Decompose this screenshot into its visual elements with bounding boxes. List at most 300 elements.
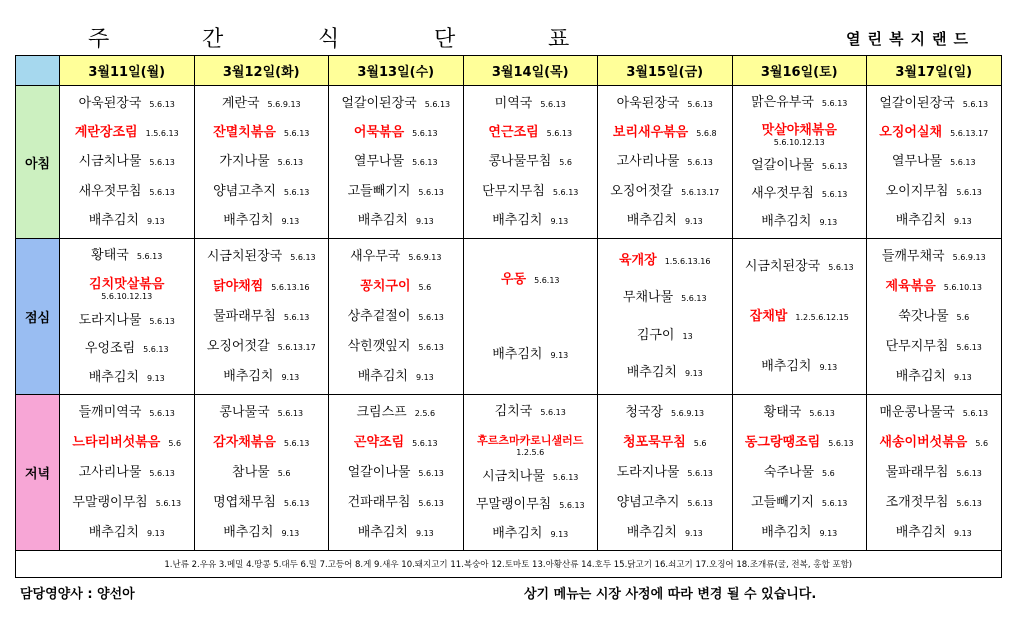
allergen-codes: 5.6.13 (136, 252, 163, 262)
dish-item (867, 153, 1001, 170)
title-char: 표 (548, 27, 570, 52)
menu-cell (463, 239, 598, 395)
menu-cell (194, 239, 329, 395)
allergen-codes: 5.6.13 (424, 99, 451, 109)
allergen-codes: 9.13 (550, 217, 569, 227)
dish-item (60, 247, 194, 264)
dish-item (195, 124, 329, 141)
allergen-codes: 5.6.13 (418, 469, 444, 478)
dish-name: 우동 (500, 271, 527, 287)
dish-item (733, 358, 867, 375)
dish-name: 청국장 (625, 405, 664, 420)
allergen-codes: 5.6.10.12.13 (773, 137, 825, 147)
allergen-codes: 5.6.13 (956, 343, 982, 352)
dish-item (464, 468, 598, 485)
dish-item (60, 404, 194, 421)
dish-name: 오징어젓갈 (610, 183, 674, 199)
dish-name: 김치맛살볶음 (89, 276, 165, 292)
dish-item (733, 185, 867, 202)
dish-name: 배추김치 (492, 346, 543, 362)
allergen-codes: 5.6.13 (956, 499, 982, 508)
allergen-codes: 5.6.13 (283, 439, 310, 448)
dish-name: 시금치나물 (482, 468, 545, 484)
dish-name: 크림스프 (356, 405, 407, 420)
meal-row (16, 395, 1002, 551)
menu-cell (598, 239, 733, 395)
dish-name: 얼갈이된장국 (879, 95, 955, 111)
allergen-codes: 5.6.9.13 (952, 253, 986, 262)
dish-name: 배추김치 (626, 213, 677, 229)
menu-cell (329, 395, 464, 551)
dish-name: 배추김치 (492, 213, 543, 229)
dish-item (598, 289, 732, 306)
day-header: 3월12일(화) (194, 56, 329, 86)
dish-name: 아욱된장국 (616, 95, 680, 111)
dish-name: 계란장조림 (74, 125, 138, 141)
meal-label: 저녁 (16, 395, 60, 551)
allergen-codes: 5.6 (693, 439, 707, 448)
allergen-codes: 5.6.13 (283, 313, 310, 322)
dietitian-name: 담당영양사 : 양선아 (20, 587, 135, 602)
menu-cell (60, 86, 195, 239)
meal-label: 아침 (16, 86, 60, 239)
menu-cell (60, 395, 195, 551)
allergen-codes: 9.13 (684, 217, 703, 227)
dish-name: 배추김치 (895, 213, 946, 229)
dish-name: 새우젓무침 (78, 183, 142, 199)
allergen-codes: 5.6.13.17 (950, 129, 989, 139)
dish-item (867, 308, 1001, 325)
dish-item (733, 258, 867, 275)
dish-name: 배추김치 (357, 525, 408, 540)
dish-name: 콩나물무침 (488, 154, 552, 170)
dish-item (867, 434, 1001, 451)
dish-name: 새송이버섯볶음 (879, 435, 968, 450)
day-header: 3월11일(월) (60, 56, 195, 86)
allergen-codes: 5.6.13 (277, 158, 304, 168)
dish-name: 들깨미역국 (78, 405, 142, 420)
dish-name: 열무나물 (353, 154, 405, 170)
dish-item (195, 524, 329, 541)
dish-name: 고들빼기지 (347, 183, 411, 199)
dish-item (329, 212, 463, 229)
dish-item (195, 338, 329, 355)
dish-name: 느타리버섯볶음 (72, 435, 161, 450)
dish-name: 오이지무침 (885, 183, 949, 199)
dish-name: 명엽채무침 (213, 495, 276, 510)
allergen-codes: 5.6.13 (149, 316, 175, 326)
dish-item (195, 494, 329, 511)
dish-name: 배추김치 (761, 525, 812, 540)
dish-name: 육개장 (619, 252, 657, 268)
allergen-codes: 5.6 (418, 283, 432, 292)
allergen-codes: 2.5.6 (414, 409, 436, 418)
dish-item (867, 338, 1001, 355)
allergen-codes: 5.6.13.16 (271, 283, 310, 292)
dish-name: 조개젓무침 (885, 495, 949, 510)
allergen-codes: 5.6.13 (412, 439, 438, 448)
dish-name: 배추김치 (626, 525, 677, 540)
dish-item (733, 157, 867, 174)
dish-name: 삭힌깻잎지 (347, 339, 411, 354)
dish-item (60, 153, 194, 170)
allergen-codes: 5.6 (559, 158, 573, 168)
dish-item (329, 95, 463, 112)
allergen-codes: 5.6.13.17 (277, 343, 316, 352)
dish-item (733, 404, 867, 421)
dish-name: 제육볶음 (885, 279, 936, 294)
dish-name: 콩나물국 (219, 405, 270, 420)
dish-name: 배추김치 (357, 369, 408, 384)
menu-cell (463, 395, 598, 551)
dish-name: 시금치된장국 (744, 259, 821, 274)
allergen-codes: 1.2.5.6 (516, 447, 545, 457)
menu-cell (194, 86, 329, 239)
dish-item (598, 327, 732, 344)
allergen-codes: 5.6.13 (828, 439, 854, 448)
allergen-codes: 9.13 (281, 529, 300, 538)
dish-item (195, 308, 329, 325)
day-header-row (16, 56, 1002, 86)
dish-item (464, 432, 598, 457)
dish-item (195, 248, 329, 265)
dish-name: 단무지무침 (885, 339, 949, 354)
title-char: 식 (318, 27, 340, 52)
dish-item (598, 524, 732, 541)
dish-name: 도라지나물 (78, 312, 142, 328)
dish-name: 김치국 (494, 404, 533, 420)
dish-name: 맑은유부국 (751, 94, 814, 110)
dish-name: 계란국 (221, 95, 260, 111)
dish-item (60, 312, 194, 329)
allergen-codes: 5.6.13 (546, 129, 573, 139)
dish-item (867, 212, 1001, 229)
dish-item (195, 95, 329, 112)
dish-name: 황태국 (91, 248, 129, 264)
dish-item (329, 338, 463, 355)
dish-name: 배추김치 (895, 525, 946, 540)
dish-item (60, 183, 194, 200)
menu-change-notice: 상기 메뉴는 시장 사정에 따라 변경 될 수 있습니다. (524, 587, 817, 602)
dish-name: 배추김치 (492, 525, 543, 541)
dish-item (867, 368, 1001, 385)
allergen-codes: 9.13 (146, 217, 165, 227)
dish-item (867, 124, 1001, 141)
allergen-codes: 5.6.10.13 (943, 283, 982, 292)
allergen-codes: 9.13 (146, 373, 165, 383)
dish-name: 꽁치구이 (360, 279, 411, 294)
dish-item (60, 276, 194, 301)
allergen-codes: 9.13 (953, 529, 972, 538)
menu-cell (732, 239, 867, 395)
dish-item (598, 212, 732, 229)
dish-name: 배추김치 (895, 369, 946, 384)
allergen-codes: 5.6.13 (283, 187, 310, 197)
dish-item (329, 494, 463, 511)
dish-name: 건파래무침 (347, 495, 411, 510)
dish-name: 동그랑땡조림 (744, 435, 821, 450)
dish-item (464, 212, 598, 229)
dish-item (733, 524, 867, 541)
dish-name: 도라지나물 (616, 465, 680, 480)
dish-item (464, 346, 598, 363)
header-corner (16, 56, 60, 86)
dish-item (464, 271, 598, 288)
day-header: 3월16일(토) (732, 56, 867, 86)
dish-item (329, 524, 463, 541)
dish-name: 양념고추지 (213, 183, 276, 199)
dish-item (867, 404, 1001, 421)
dish-name: 보리새우볶음 (612, 125, 689, 141)
dish-item (195, 153, 329, 170)
allergen-codes: 5.6.13 (809, 409, 835, 418)
dish-name: 배추김치 (626, 365, 677, 381)
dish-name: 무채나물 (622, 290, 674, 306)
title-char: 단 (434, 27, 456, 52)
dish-name: 곤약조림 (353, 435, 405, 450)
dish-name: 가지나물 (219, 154, 270, 170)
allergen-codes: 5.6.13 (149, 409, 175, 418)
allergen-codes: 5.6.13 (687, 469, 713, 478)
allergen-codes: 5.6.13 (149, 469, 175, 478)
dish-item (329, 248, 463, 265)
dish-name: 미역국 (494, 95, 533, 111)
allergen-codes: 9.13 (953, 217, 972, 227)
dish-name: 얼갈이나물 (751, 158, 814, 174)
menu-cell (463, 86, 598, 239)
dish-name: 고사리나물 (78, 465, 142, 480)
dish-name: 아욱된장국 (78, 95, 142, 111)
allergen-codes: 9.13 (146, 529, 165, 538)
allergen-codes: 5.6.9.13 (408, 253, 442, 262)
dish-item (867, 464, 1001, 481)
allergen-codes: 5.6.13 (821, 98, 848, 108)
day-header: 3월15일(금) (598, 56, 733, 86)
dish-item (329, 368, 463, 385)
menu-cell (194, 395, 329, 551)
day-header: 3월13일(수) (329, 56, 464, 86)
allergen-codes: 5.6.13 (149, 99, 175, 109)
allergen-codes: 5.6.13 (290, 253, 316, 262)
dish-item (464, 403, 598, 420)
allergen-codes: 5.6.13 (418, 343, 444, 352)
allergen-codes: 5.6.10.12.13 (101, 291, 153, 301)
dish-name: 오징어실채 (879, 125, 943, 141)
dish-item (867, 524, 1001, 541)
dish-item (733, 464, 867, 481)
allergen-codes: 5.6.13 (418, 313, 444, 322)
dish-name: 배추김치 (761, 359, 812, 374)
organization-name: 열린복지랜드 (846, 30, 975, 48)
dish-item (329, 434, 463, 451)
allergen-codes: 5.6.13 (687, 499, 713, 508)
menu-cell (329, 86, 464, 239)
allergen-codes: 5.6.9.13 (671, 409, 705, 418)
dish-item (195, 278, 329, 295)
dish-name: 오징어젓갈 (206, 339, 270, 354)
allergen-codes: 5.6.13 (962, 99, 989, 109)
dish-name: 상추겉절이 (347, 309, 411, 324)
allergen-codes: 5.6.13 (821, 499, 848, 508)
allergen-codes: 5.6.13 (412, 129, 438, 139)
dish-name: 쑥갓나물 (898, 309, 949, 324)
title-char: 간 (202, 27, 224, 52)
allergen-codes: 9.13 (819, 218, 838, 228)
allergen-codes: 5.6.13 (552, 187, 579, 197)
dish-item (195, 434, 329, 451)
menu-cell (598, 86, 733, 239)
allergen-codes: 5.6.13 (956, 187, 982, 197)
dish-name: 잔멸치볶음 (213, 125, 276, 141)
dish-name: 고사리나물 (616, 154, 680, 170)
dish-name: 연근조림 (488, 125, 539, 141)
weekly-menu-table (15, 55, 1002, 578)
day-header: 3월14일(목) (463, 56, 598, 86)
dish-item (329, 153, 463, 170)
dish-name: 배추김치 (357, 213, 408, 229)
dish-item (464, 525, 598, 542)
allergen-codes: 1.5.6.13.16 (664, 256, 711, 266)
allergen-codes: 5.6.13 (687, 99, 713, 109)
page-title (62, 22, 582, 50)
dish-item (329, 464, 463, 481)
allergen-codes: 9.13 (550, 529, 569, 539)
dish-name: 물파래무침 (885, 465, 949, 480)
allergen-codes: 1.2.5.6.12.15 (795, 313, 849, 322)
menu-cell (598, 395, 733, 551)
allergen-codes: 5.6.13 (950, 158, 976, 168)
dish-name: 무말랭이무침 (475, 497, 552, 513)
dish-item (195, 183, 329, 200)
allergen-codes: 9.13 (415, 217, 434, 227)
dish-name: 어묵볶음 (353, 125, 405, 141)
dish-item (60, 369, 194, 386)
allergen-codes: 5.6.13 (540, 408, 566, 418)
allergen-codes: 5.6 (956, 313, 970, 322)
dish-name: 매운콩나물국 (879, 405, 955, 420)
dish-name: 배추김치 (88, 369, 139, 385)
dish-name: 양념고추지 (616, 495, 680, 510)
dish-item (329, 308, 463, 325)
allergen-codes: 5.6.13 (821, 162, 848, 172)
dish-item (464, 183, 598, 200)
dish-item (464, 95, 598, 112)
legend-row (16, 551, 1002, 578)
allergen-codes: 5.6.13 (412, 158, 438, 168)
allergen-codes: 5.6.9.13 (267, 99, 301, 109)
dish-item (598, 95, 732, 112)
allergen-codes: 5.6 (277, 469, 291, 478)
dish-name: 배추김치 (223, 369, 274, 384)
dish-name: 후르츠마카로니샐러드 (477, 433, 584, 447)
allergen-codes: 5.6.8 (696, 129, 717, 139)
dish-item (867, 183, 1001, 200)
allergen-codes: 9.13 (684, 529, 703, 538)
dish-item (598, 252, 732, 269)
dish-item (195, 368, 329, 385)
dish-name: 시금치나물 (78, 154, 142, 170)
menu-body (16, 86, 1002, 551)
meal-row (16, 239, 1002, 395)
allergen-codes: 5.6.13 (559, 501, 585, 511)
dish-name: 잡채밥 (749, 309, 788, 324)
allergen-codes: 5.6.13 (283, 499, 310, 508)
title-char: 주 (88, 27, 110, 52)
dish-item (733, 213, 867, 230)
dish-item (598, 124, 732, 141)
menu-cell (732, 395, 867, 551)
dish-name: 얼갈이된장국 (341, 95, 417, 111)
dish-item (598, 364, 732, 381)
allergen-codes: 5.6.13 (956, 469, 982, 478)
allergen-codes: 5.6.13 (155, 499, 182, 508)
dish-name: 닭야채찜 (213, 279, 264, 294)
dish-item (733, 308, 867, 325)
allergen-codes: 9.13 (550, 350, 569, 360)
allergen-codes: 9.13 (819, 529, 838, 538)
menu-cell (867, 86, 1002, 239)
allergen-legend: 1.난류 2.우유 3.메밀 4.땅콩 5.대두 6.밀 7.고등어 8.게 9.새우 10.돼지고기 11.복숭아 12.토마토 13.아황산류 14.호두 15.닭고기 16.쇠고기 17.오징어 18.조개류(굴, 전복, 홍합 포함) (16, 551, 1002, 578)
allergen-codes: 5.6.13 (149, 187, 175, 197)
dish-name: 배추김치 (88, 213, 139, 229)
dish-item (60, 95, 194, 112)
dish-item (733, 434, 867, 451)
dish-name: 청포묵무침 (622, 435, 686, 450)
allergen-codes: 9.13 (953, 373, 972, 382)
dish-item (60, 524, 194, 541)
dish-name: 맛살야채볶음 (761, 122, 837, 138)
dish-item (60, 124, 194, 141)
dish-item (598, 153, 732, 170)
dish-name: 물파래무침 (213, 309, 276, 324)
dish-name: 숙주나물 (763, 465, 814, 480)
allergen-codes: 13 (682, 331, 693, 341)
allergen-codes: 9.13 (684, 369, 703, 379)
dish-name: 새우무국 (350, 249, 401, 264)
allergen-codes: 9.13 (819, 363, 838, 372)
allergen-codes: 5.6.13 (687, 158, 713, 168)
dish-item (60, 212, 194, 229)
dish-item (329, 183, 463, 200)
allergen-codes: 5.6.13 (962, 409, 989, 418)
dish-item (733, 94, 867, 111)
allergen-codes: 9.13 (415, 529, 434, 538)
allergen-codes: 5.6.13 (552, 472, 579, 482)
dish-name: 참나물 (232, 465, 270, 480)
meal-label: 점심 (16, 239, 60, 395)
dish-name: 배추김치 (761, 214, 812, 230)
allergen-codes: 5.6 (168, 439, 182, 448)
allergen-codes: 5.6.13 (540, 99, 566, 109)
dish-name: 배추김치 (88, 525, 139, 540)
dish-name: 황태국 (763, 405, 802, 420)
dish-name: 배추김치 (223, 213, 274, 229)
dish-item (60, 464, 194, 481)
dish-name: 시금치된장국 (206, 249, 283, 264)
dish-item (60, 494, 194, 511)
dish-item (195, 404, 329, 421)
allergen-codes: 5.6.13 (828, 263, 854, 272)
allergen-codes: 5.6.13 (681, 294, 707, 304)
dish-item (60, 340, 194, 357)
dish-name: 감자채볶음 (213, 435, 276, 450)
allergen-codes: 1.5.6.13 (145, 129, 179, 139)
menu-cell (732, 86, 867, 239)
dish-item (867, 95, 1001, 112)
dish-item (329, 278, 463, 295)
dish-item (598, 434, 732, 451)
dish-item (464, 153, 598, 170)
